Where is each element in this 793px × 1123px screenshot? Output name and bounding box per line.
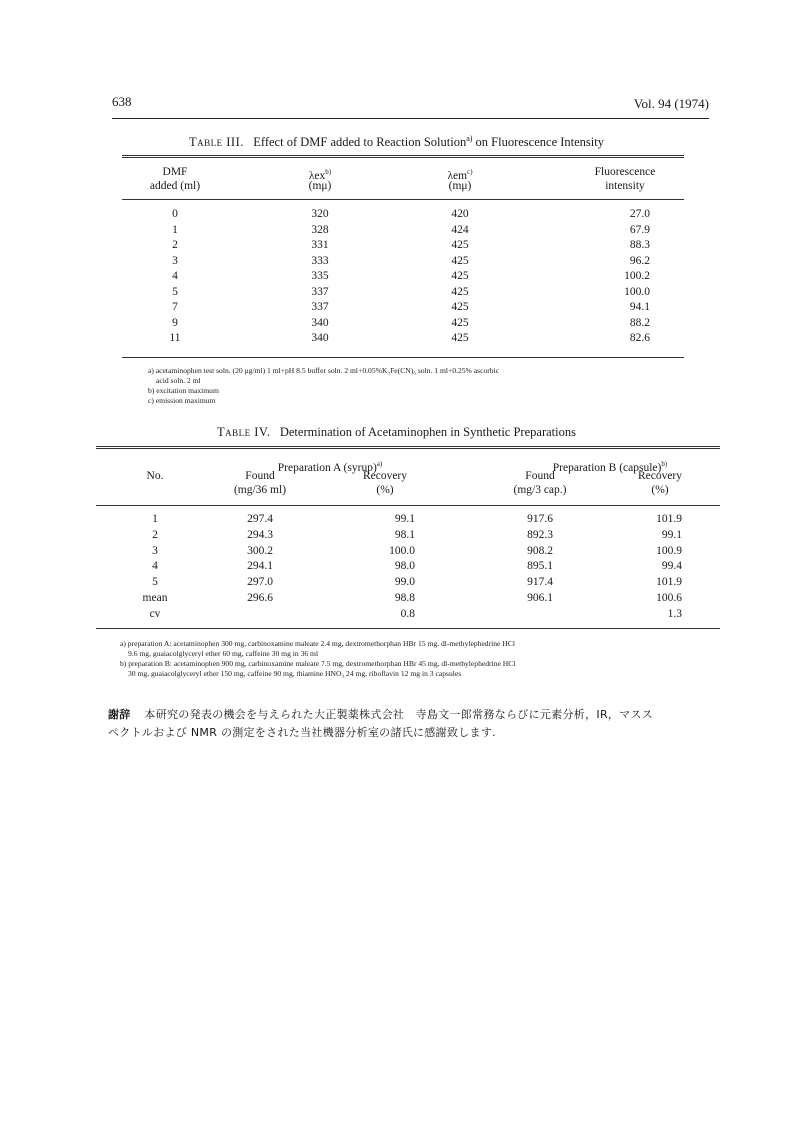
t3-cell: 96.2 — [629, 254, 650, 267]
table4-title: Determination of Acetaminophen in Synthetic Preparations — [279, 425, 576, 439]
table3-header-rule — [122, 199, 684, 200]
t4-cell: cv — [149, 607, 161, 620]
t4-cell: 1.3 — [667, 607, 682, 620]
t3-cell: 88.2 — [629, 316, 650, 329]
table3-label: Table III. — [189, 135, 244, 150]
t4-cell: 917.4 — [527, 576, 553, 589]
ack-text-2: ペクトルおよび NMR の測定をされた当社機器分析室の諸氏に感謝致します. — [108, 726, 496, 739]
t3-cell: 94.1 — [629, 301, 650, 313]
t4-footnote-a: a) preparation A: acetaminophen 300 mg, carbinoxamine maleate 2.4 mg, dextromethorphan HBr 15 mg, dl-methylephedrine HCl — [120, 639, 515, 648]
table4-header-rule — [96, 505, 720, 506]
t4-cell: 98.1 — [394, 528, 415, 541]
t3-cell: 9 — [172, 316, 178, 329]
t4-cell: 5 — [152, 576, 158, 589]
table3-title-tail: on Fluorescence Intensity — [475, 135, 604, 150]
t3-cell: 340 — [311, 332, 329, 344]
t4-cell: mean — [142, 592, 168, 604]
t3-footnote-a-cont: acid soln. 2 ml — [156, 376, 201, 385]
t3-cell: 425 — [451, 254, 469, 267]
t4-cell: 99.4 — [661, 560, 682, 573]
t4-header-recovery-a: Recovery — [362, 470, 408, 482]
t4-footnote-a-cont: 9.6 mg, guaiacolglyceryl ether 60 mg, caffeine 30 mg in 36 ml — [128, 649, 319, 658]
t4-header-unit-b: (mg/3 cap.) — [513, 484, 567, 496]
t3-cell: 425 — [451, 301, 469, 313]
t3-cell: 1 — [172, 223, 178, 236]
t4-cell: 300.2 — [247, 544, 273, 557]
t4-cell: 0.8 — [400, 607, 415, 620]
table3-bottom-rule — [122, 357, 684, 358]
t4-header-prep-b: Preparation B (capsule)$^{b)}$ — [552, 460, 668, 474]
t4-cell: 294.3 — [247, 528, 273, 541]
t3-cell: 3 — [172, 254, 178, 267]
t3-cell: 328 — [311, 223, 329, 236]
t4-header-found-a: Found — [245, 470, 275, 482]
table4-top-rule — [96, 446, 720, 449]
table3-footnotes — [148, 366, 499, 406]
table4-label: Table IV. — [217, 425, 271, 439]
t3-cell: 425 — [451, 285, 469, 298]
t3-cell: 0 — [172, 208, 178, 220]
t4-header-percent-b: (%) — [651, 484, 669, 496]
t3-cell: 88.3 — [629, 239, 650, 251]
t3-header-lambda-em: λem$^{c)}$ — [447, 168, 473, 182]
t3-cell: 67.9 — [629, 223, 650, 236]
t4-cell: 99.1 — [394, 513, 415, 525]
t3-cell: 11 — [169, 332, 181, 344]
t3-cell: 27.0 — [629, 208, 650, 220]
t3-cell: 337 — [311, 301, 329, 313]
t3-footnote-c: c) emission maximum — [148, 396, 216, 405]
t4-cell: 297.4 — [247, 513, 273, 525]
table4-caption — [0, 425, 793, 440]
t3-footnote-a: a) acetaminophen test soln. (20 μg/ml) 1 ml+pH 8.5 buffer soln. 2 ml+0.05%K₃Fe(CN)₆ soln. 1 ml+0.25% ascorbic — [148, 366, 500, 375]
t3-cell: 424 — [451, 223, 469, 236]
t4-footnote-b: b) preparation B: acetaminophen 900 mg, carbinoxamine maleate 7.5 mg, dextromethorphan HBr 45 mg, dl-methylephedrine HCl — [120, 659, 516, 668]
t3-header-dmf: DMF — [162, 166, 188, 178]
t4-cell: 99.1 — [661, 528, 682, 541]
header-divider — [112, 118, 709, 119]
table3-caption — [0, 134, 793, 150]
t4-cell: 98.0 — [394, 560, 415, 573]
t4-cell: 296.6 — [247, 592, 273, 604]
t4-header-prep-a: Preparation A (syrup)$^{a)}$ — [277, 460, 383, 474]
t3-cell: 100.0 — [624, 285, 650, 298]
t3-cell: 425 — [451, 332, 469, 344]
t4-cell: 100.0 — [389, 544, 415, 557]
t3-cell: 333 — [311, 254, 329, 267]
t3-cell: 82.6 — [629, 332, 650, 344]
t4-cell: 100.6 — [656, 592, 682, 604]
t4-cell: 100.9 — [656, 544, 682, 557]
journal-volume: Vol. 94 (1974) — [633, 96, 709, 111]
t4-cell: 892.3 — [527, 528, 553, 541]
t3-cell: 425 — [451, 270, 469, 282]
t3-header-intensity: intensity — [605, 180, 645, 192]
table3-top-rule — [122, 155, 684, 158]
ack-text-1: 本研究の発表の機会を与えられた大正製薬株式会社 寺島文一郎常務ならびに元素分析，IR，マスス — [144, 708, 654, 721]
t4-header-unit-a: (mg/36 ml) — [233, 484, 287, 496]
acknowledgement — [108, 706, 718, 742]
t3-header-fluorescence: Fluorescence — [594, 166, 656, 178]
t4-header-found-b: Found — [525, 470, 555, 482]
t3-cell: 425 — [451, 239, 469, 251]
t4-cell: 297.0 — [247, 576, 273, 589]
t4-cell: 917.6 — [527, 513, 553, 525]
t3-header-lambda-em-unit: (mμ) — [448, 180, 472, 192]
t4-header-percent-a: (%) — [376, 484, 394, 496]
t4-cell: 906.1 — [527, 592, 553, 604]
t3-cell: 340 — [311, 316, 329, 329]
t3-cell: 335 — [311, 270, 329, 282]
t3-cell: 5 — [172, 285, 178, 298]
t4-header-no: No. — [146, 470, 164, 482]
t4-footnote-b-cont: 30 mg, guaiacolglyceryl ether 150 mg, caffeine 90 mg, thiamine HNO₃ 24 mg, riboflavin 12 mg in 3 capsules — [128, 669, 462, 678]
t3-cell: 4 — [172, 270, 178, 282]
t4-cell: 4 — [152, 560, 158, 573]
t4-cell: 98.8 — [394, 592, 415, 604]
t4-cell: 3 — [152, 544, 158, 557]
t3-cell: 425 — [451, 316, 469, 329]
t3-cell: 100.2 — [624, 270, 650, 282]
t4-cell: 2 — [152, 528, 158, 541]
t3-cell: 331 — [311, 239, 329, 251]
table4-footnotes — [120, 639, 515, 679]
table4-bottom-rule — [96, 628, 720, 629]
t3-cell: 2 — [172, 239, 178, 251]
ack-heading: 謝辞 — [108, 708, 131, 721]
t3-header-lambda-ex: λex$^{b)}$ — [308, 168, 332, 182]
t4-cell: 99.0 — [394, 576, 415, 589]
t4-header-recovery-b: Recovery — [637, 470, 683, 482]
t4-cell: 294.1 — [247, 560, 273, 573]
t4-cell: 101.9 — [656, 576, 682, 589]
t3-cell: 7 — [172, 301, 178, 313]
t4-cell: 1 — [152, 513, 158, 525]
t3-header-dmf-unit: added (ml) — [149, 180, 201, 192]
t3-footnote-b: b) excitation maximum — [148, 386, 219, 395]
t3-cell: 337 — [311, 285, 329, 298]
t3-cell: 320 — [311, 208, 329, 220]
t4-cell: 908.2 — [527, 544, 553, 557]
t3-cell: 420 — [451, 208, 469, 220]
ack-line-1 — [108, 706, 718, 724]
t4-cell: 895.1 — [527, 560, 553, 573]
table3-title: Effect of DMF added to Reaction Solution — [253, 135, 467, 150]
t4-cell: 101.9 — [656, 513, 682, 525]
t3-header-lambda-ex-unit: (mμ) — [308, 180, 332, 192]
page-number: 638 — [112, 94, 132, 109]
table3-title-note: a) — [466, 134, 473, 143]
